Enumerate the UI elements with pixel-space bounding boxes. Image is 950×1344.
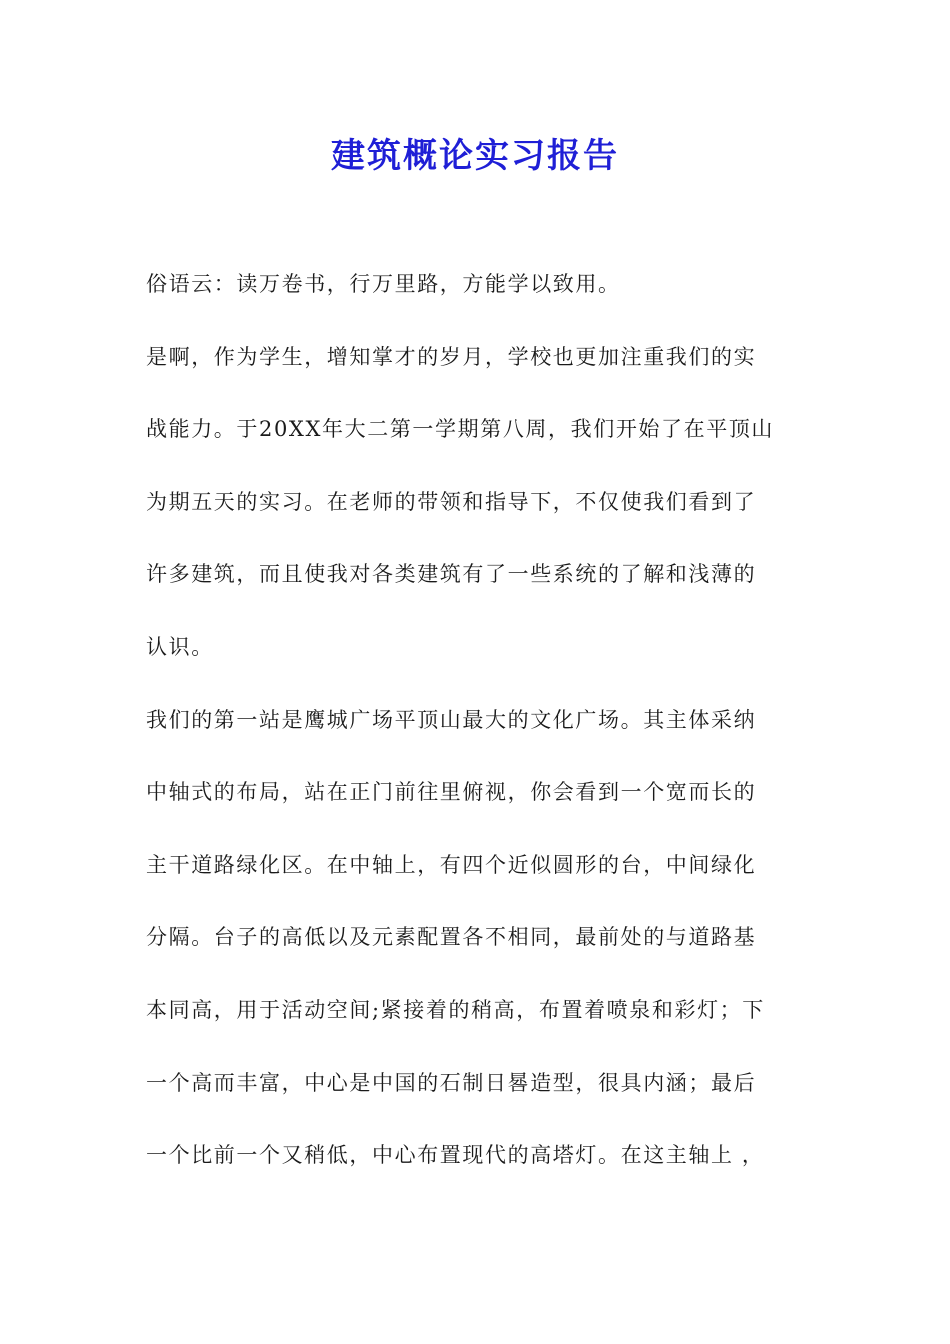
document-title: 建筑概论实习报告 bbox=[331, 136, 619, 176]
paragraph-line: 许多建筑，而且使我对各类建筑有了一些系统的了解和浅薄的 bbox=[146, 562, 757, 587]
paragraph-line: 主干道路绿化区。在中轴上，有四个近似圆形的台，中间绿化 bbox=[146, 852, 757, 877]
paragraph-line: 一个高而丰富，中心是中国的石制日晷造型，很具内涵；最后 bbox=[146, 1070, 757, 1095]
paragraph-line: 分隔。台子的高低以及元素配置各不相同，最前处的与道路基 bbox=[146, 925, 757, 950]
paragraph-line: 我们的第一站是鹰城广场平顶山最大的文化广场。其主体采纳 bbox=[146, 707, 757, 732]
paragraph-line: 中轴式的布局，站在正门前往里俯视，你会看到一个宽而长的 bbox=[146, 780, 757, 805]
paragraph-line: 是啊，作为学生，增知掌才的岁月，学校也更加注重我们的实 bbox=[146, 344, 757, 369]
paragraph-line: 战能力。于20XX年大二第一学期第八周，我们开始了在平顶山 bbox=[146, 417, 775, 442]
paragraph-line: 俗语云：读万卷书，行万里路，方能学以致用。 bbox=[146, 272, 621, 296]
paragraph-line: 认识。 bbox=[146, 634, 214, 659]
paragraph-line: 为期五天的实习。在老师的带领和指导下，不仅使我们看到了 bbox=[146, 489, 757, 514]
paragraph-line: 一个比前一个又稍低，中心布置现代的高塔灯。在这主轴上 ， bbox=[146, 1143, 765, 1168]
document-body bbox=[146, 262, 806, 1206]
paragraph-line: 本同高，用于活动空间;紧接着的稍高，布置着喷泉和彩灯；下 bbox=[146, 997, 765, 1022]
